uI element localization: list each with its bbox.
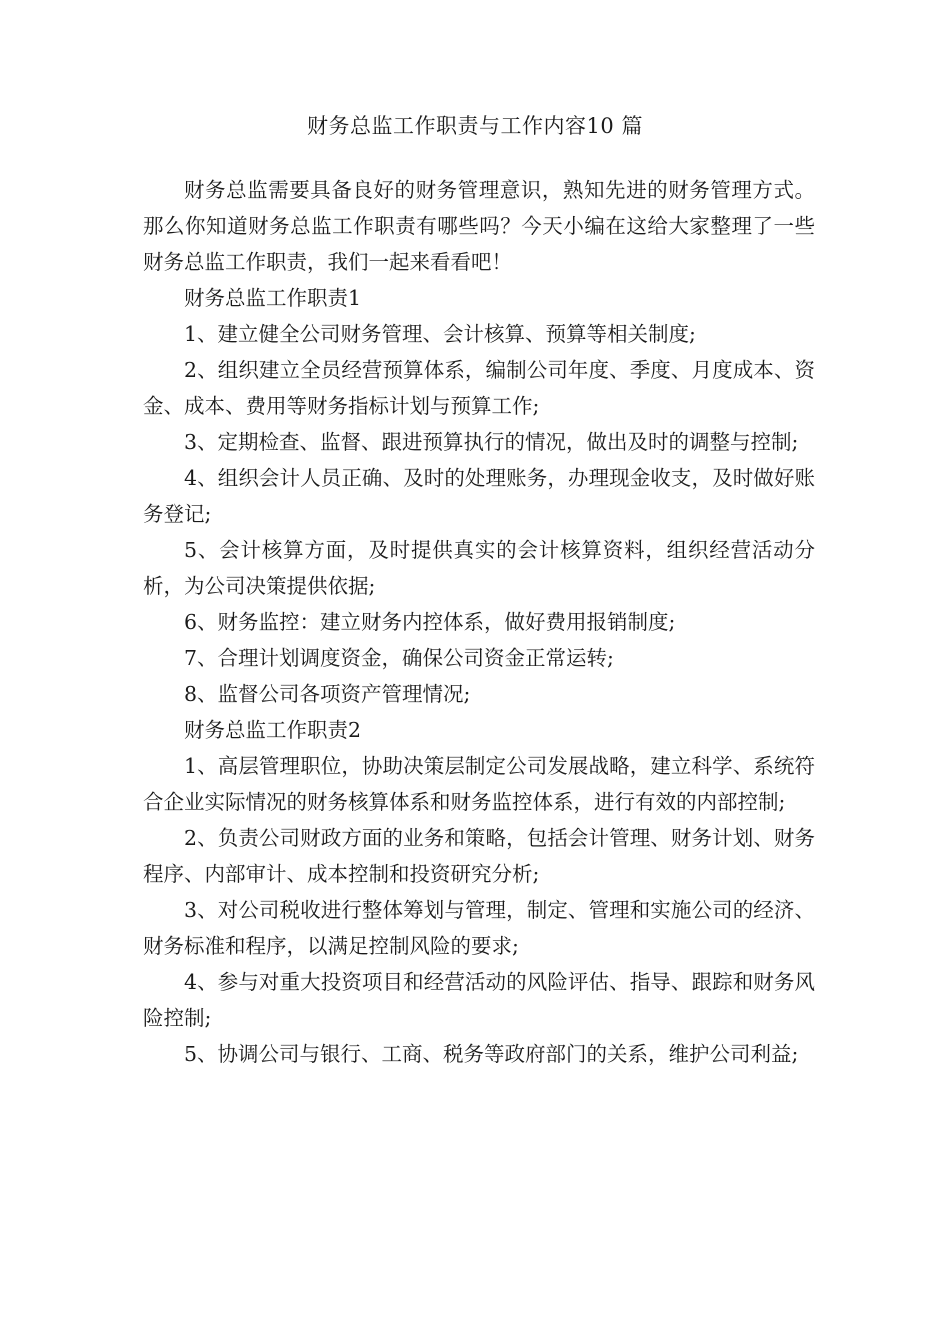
list-item: 3、对公司税收进行整体筹划与管理，制定、管理和实施公司的经济、财务标准和程序，以满足控制风险的要求; xyxy=(143,898,815,958)
document-body xyxy=(143,172,815,1072)
list-item: 3、定期检查、监督、跟进预算执行的情况，做出及时的调整与控制; xyxy=(184,430,799,454)
section-heading-1: 财务总监工作职责1 xyxy=(184,286,362,310)
list-item: 5、协调公司与银行、工商、税务等政府部门的关系，维护公司利益; xyxy=(184,1042,799,1066)
list-item: 7、合理计划调度资金，确保公司资金正常运转; xyxy=(184,646,614,670)
list-item: 2、组织建立全员经营预算体系，编制公司年度、季度、月度成本、资金、成本、费用等财务指标计划与预算工作; xyxy=(143,358,815,418)
list-item: 1、建立健全公司财务管理、会计核算、预算等相关制度; xyxy=(184,322,696,346)
list-item: 4、参与对重大投资项目和经营活动的风险评估、指导、跟踪和财务风险控制; xyxy=(143,970,815,1030)
list-item: 6、财务监控：建立财务内控体系，做好费用报销制度; xyxy=(184,610,676,634)
section-heading-2: 财务总监工作职责2 xyxy=(184,718,362,742)
list-item: 2、负责公司财政方面的业务和策略，包括会计管理、财务计划、财务程序、内部审计、成本控制和投资研究分析; xyxy=(143,826,815,886)
list-item: 8、监督公司各项资产管理情况; xyxy=(184,682,471,706)
list-item: 4、组织会计人员正确、及时的处理账务，办理现金收支，及时做好账务登记; xyxy=(143,466,815,526)
list-item: 5、会计核算方面，及时提供真实的会计核算资料，组织经营活动分析，为公司决策提供依据; xyxy=(143,538,815,598)
intro-paragraph: 财务总监需要具备良好的财务管理意识，熟知先进的财务管理方式。那么你知道财务总监工作职责有哪些吗？今天小编在这给大家整理了一些财务总监工作职责，我们一起来看看吧！ xyxy=(143,178,815,274)
list-item: 1、高层管理职位，协助决策层制定公司发展战略，建立科学、系统符合企业实际情况的财务核算体系和财务监控体系，进行有效的内部控制; xyxy=(143,754,815,814)
document-title: 财务总监工作职责与工作内容10 篇 xyxy=(307,114,643,138)
